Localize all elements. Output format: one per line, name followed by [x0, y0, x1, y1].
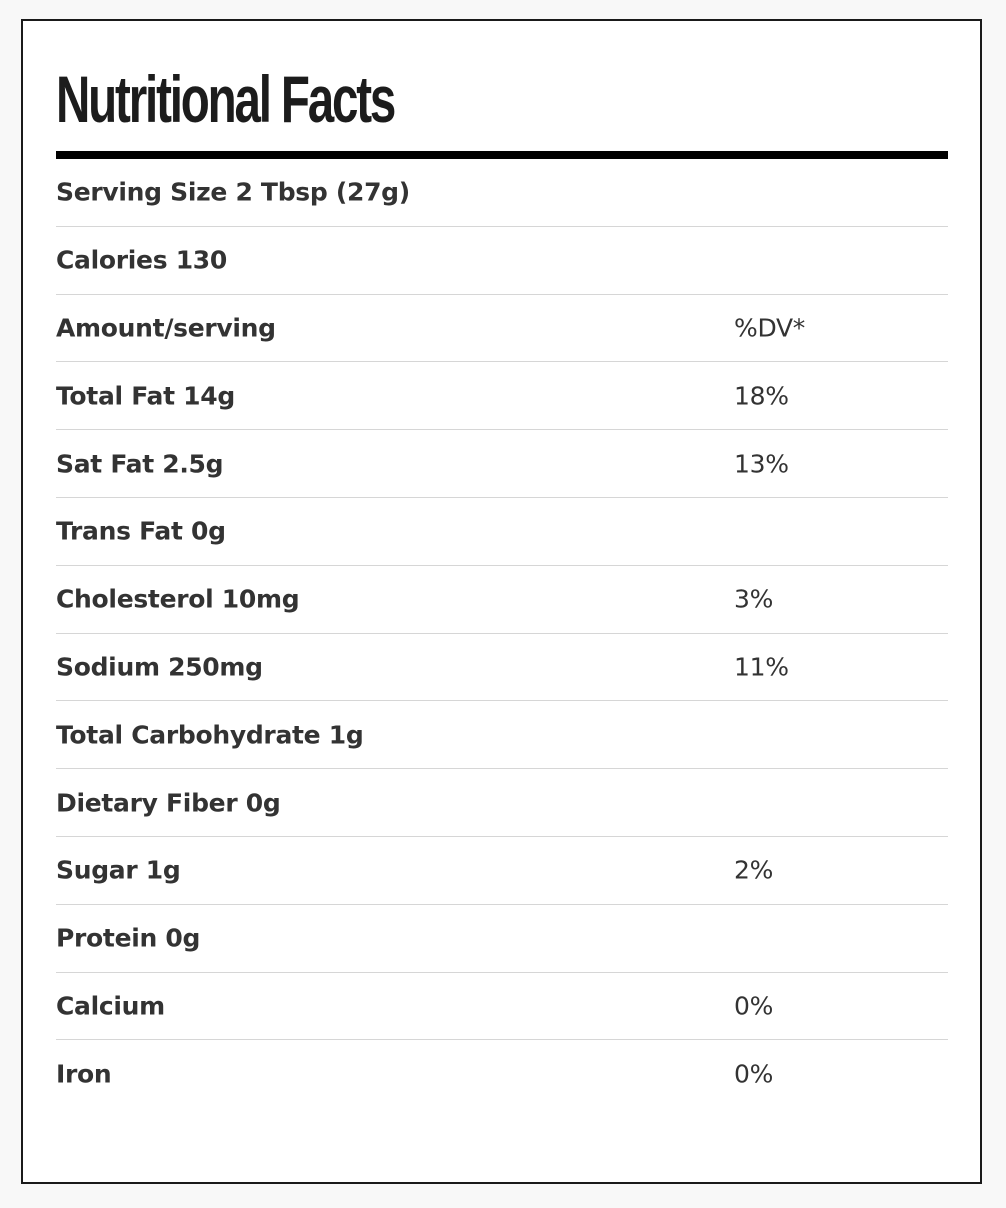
total-fat-row	[56, 362, 948, 430]
row-label: Calcium	[56, 991, 165, 1021]
row-dv: %DV*	[734, 313, 805, 343]
row-dv: 0%	[734, 1059, 774, 1089]
row-label: Sugar 1g	[56, 855, 181, 885]
sat-fat-row	[56, 430, 948, 498]
row-label: Protein 0g	[56, 923, 201, 953]
row-dv: 18%	[734, 381, 789, 411]
row-dv: 3%	[734, 584, 774, 614]
cholesterol-row	[56, 566, 948, 634]
row-label: Total Fat 14g	[56, 381, 235, 411]
row-dv: 11%	[734, 652, 789, 682]
calories-row	[56, 227, 948, 295]
row-label: Trans Fat 0g	[56, 516, 226, 546]
row-dv: 0%	[734, 991, 774, 1021]
calcium-row	[56, 973, 948, 1041]
trans-fat-row	[56, 498, 948, 566]
total-carbohydrate-row	[56, 701, 948, 769]
protein-row	[56, 905, 948, 973]
row-label: Serving Size 2 Tbsp (27g)	[56, 177, 410, 207]
row-dv: 2%	[734, 855, 774, 885]
row-label: Calories 130	[56, 245, 227, 275]
nutrition-table	[56, 159, 948, 1108]
row-label: Sat Fat 2.5g	[56, 449, 224, 479]
dietary-fiber-row	[56, 769, 948, 837]
row-label: Total Carbohydrate 1g	[56, 720, 364, 750]
page-title: Nutritional Facts	[56, 62, 395, 136]
row-label: Sodium 250mg	[56, 652, 263, 682]
row-label: Amount/serving	[56, 313, 276, 343]
row-label: Iron	[56, 1059, 112, 1089]
iron-row	[56, 1040, 948, 1108]
row-label: Dietary Fiber 0g	[56, 788, 281, 818]
title-divider	[56, 151, 948, 159]
sodium-row	[56, 634, 948, 702]
nutrition-facts-panel	[21, 19, 982, 1184]
row-label: Cholesterol 10mg	[56, 584, 300, 614]
sugar-row	[56, 837, 948, 905]
serving-size-row	[56, 159, 948, 227]
row-dv: 13%	[734, 449, 789, 479]
amount-header-row	[56, 295, 948, 363]
